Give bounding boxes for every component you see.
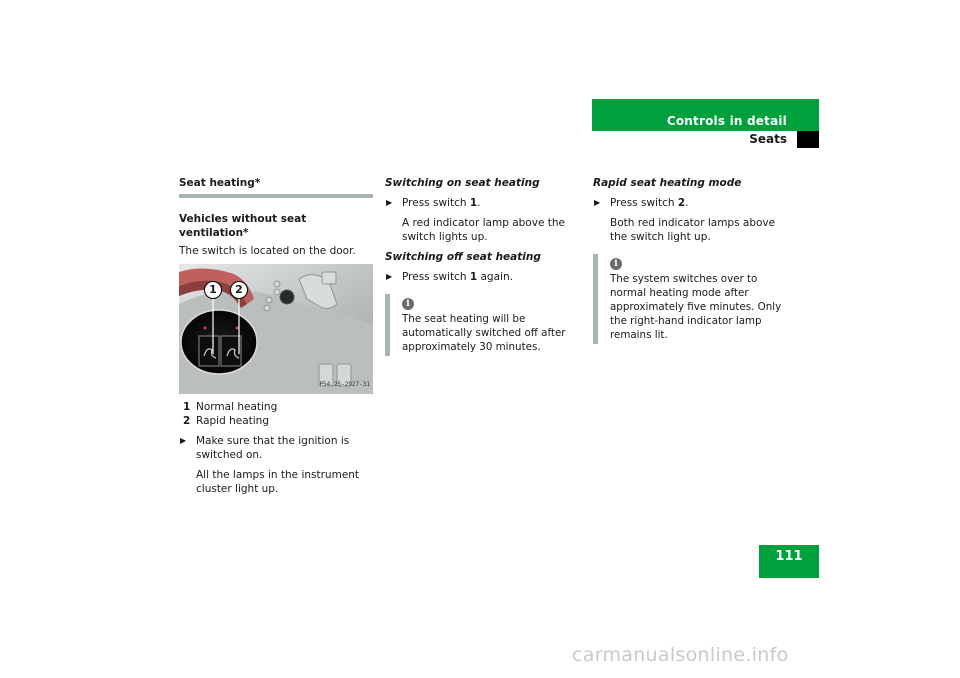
bullet-triangle-icon: ▶ [386,272,393,281]
door-switch-figure [179,264,373,394]
bullet-triangle-icon: ▶ [594,198,601,207]
step-ignition-result: All the lamps in the instrument cluster light up. [196,469,360,495]
watermark: carmanualsonline.info [572,644,789,666]
switching-off-heading: Switching off seat heating [385,251,541,263]
note-text: The seat heating will be automatically switched off after approximately 30 minutes. [402,313,566,353]
info-icon: i [610,258,622,270]
section-marker [797,131,819,148]
step-rapid-result: Both red indicator lamps above the switch light up. [610,217,776,243]
rapid-heating-heading: Rapid seat heating mode [593,177,742,189]
step-switch-on-result: A red indicator lamp above the switch lights up. [402,217,565,243]
heading-rule [179,194,373,198]
callout-1: 1 [204,281,222,299]
switch-location-text: The switch is located on the door. [179,245,356,257]
chapter-title: Controls in detail [666,114,787,128]
section-title: Seats [749,132,787,146]
column-2 [385,176,581,356]
page-number: 111 [759,545,819,578]
step-rapid: ▶ Press switch 2. [594,197,689,209]
info-icon: i [402,298,414,310]
step-switch-on: ▶ Press switch 1. [386,197,481,209]
subheading-no-ventilation: Vehicles without seat ventilation* [179,213,307,239]
figure-reference: P54.25-2927-31 [319,381,370,388]
step-ignition: ▶ Make sure that the ignition is switched on. [180,435,350,461]
note-auto-off [385,294,581,356]
column-1 [179,176,373,502]
legend-text: Normal heating [196,401,278,413]
switching-on-heading: Switching on seat heating [385,177,540,189]
legend-text: Rapid heating [196,415,269,427]
legend-number: 2 [183,415,191,427]
legend-list [179,400,373,428]
column-3 [593,176,789,344]
note-rapid-mode [593,254,789,344]
note-text: The system switches over to normal heating mode after approximately five minutes. Only the right-hand indicator lamp remains lit. [610,273,782,341]
legend-item [179,400,373,414]
chapter-header-bar [592,99,819,131]
step-switch-off: ▶ Press switch 1 again. [386,271,513,283]
callout-2: 2 [230,281,248,299]
legend-item [179,414,373,428]
legend-number: 1 [183,401,191,413]
bullet-triangle-icon: ▶ [180,436,187,445]
seat-heating-heading: Seat heating* [179,177,261,189]
bullet-triangle-icon: ▶ [386,198,393,207]
